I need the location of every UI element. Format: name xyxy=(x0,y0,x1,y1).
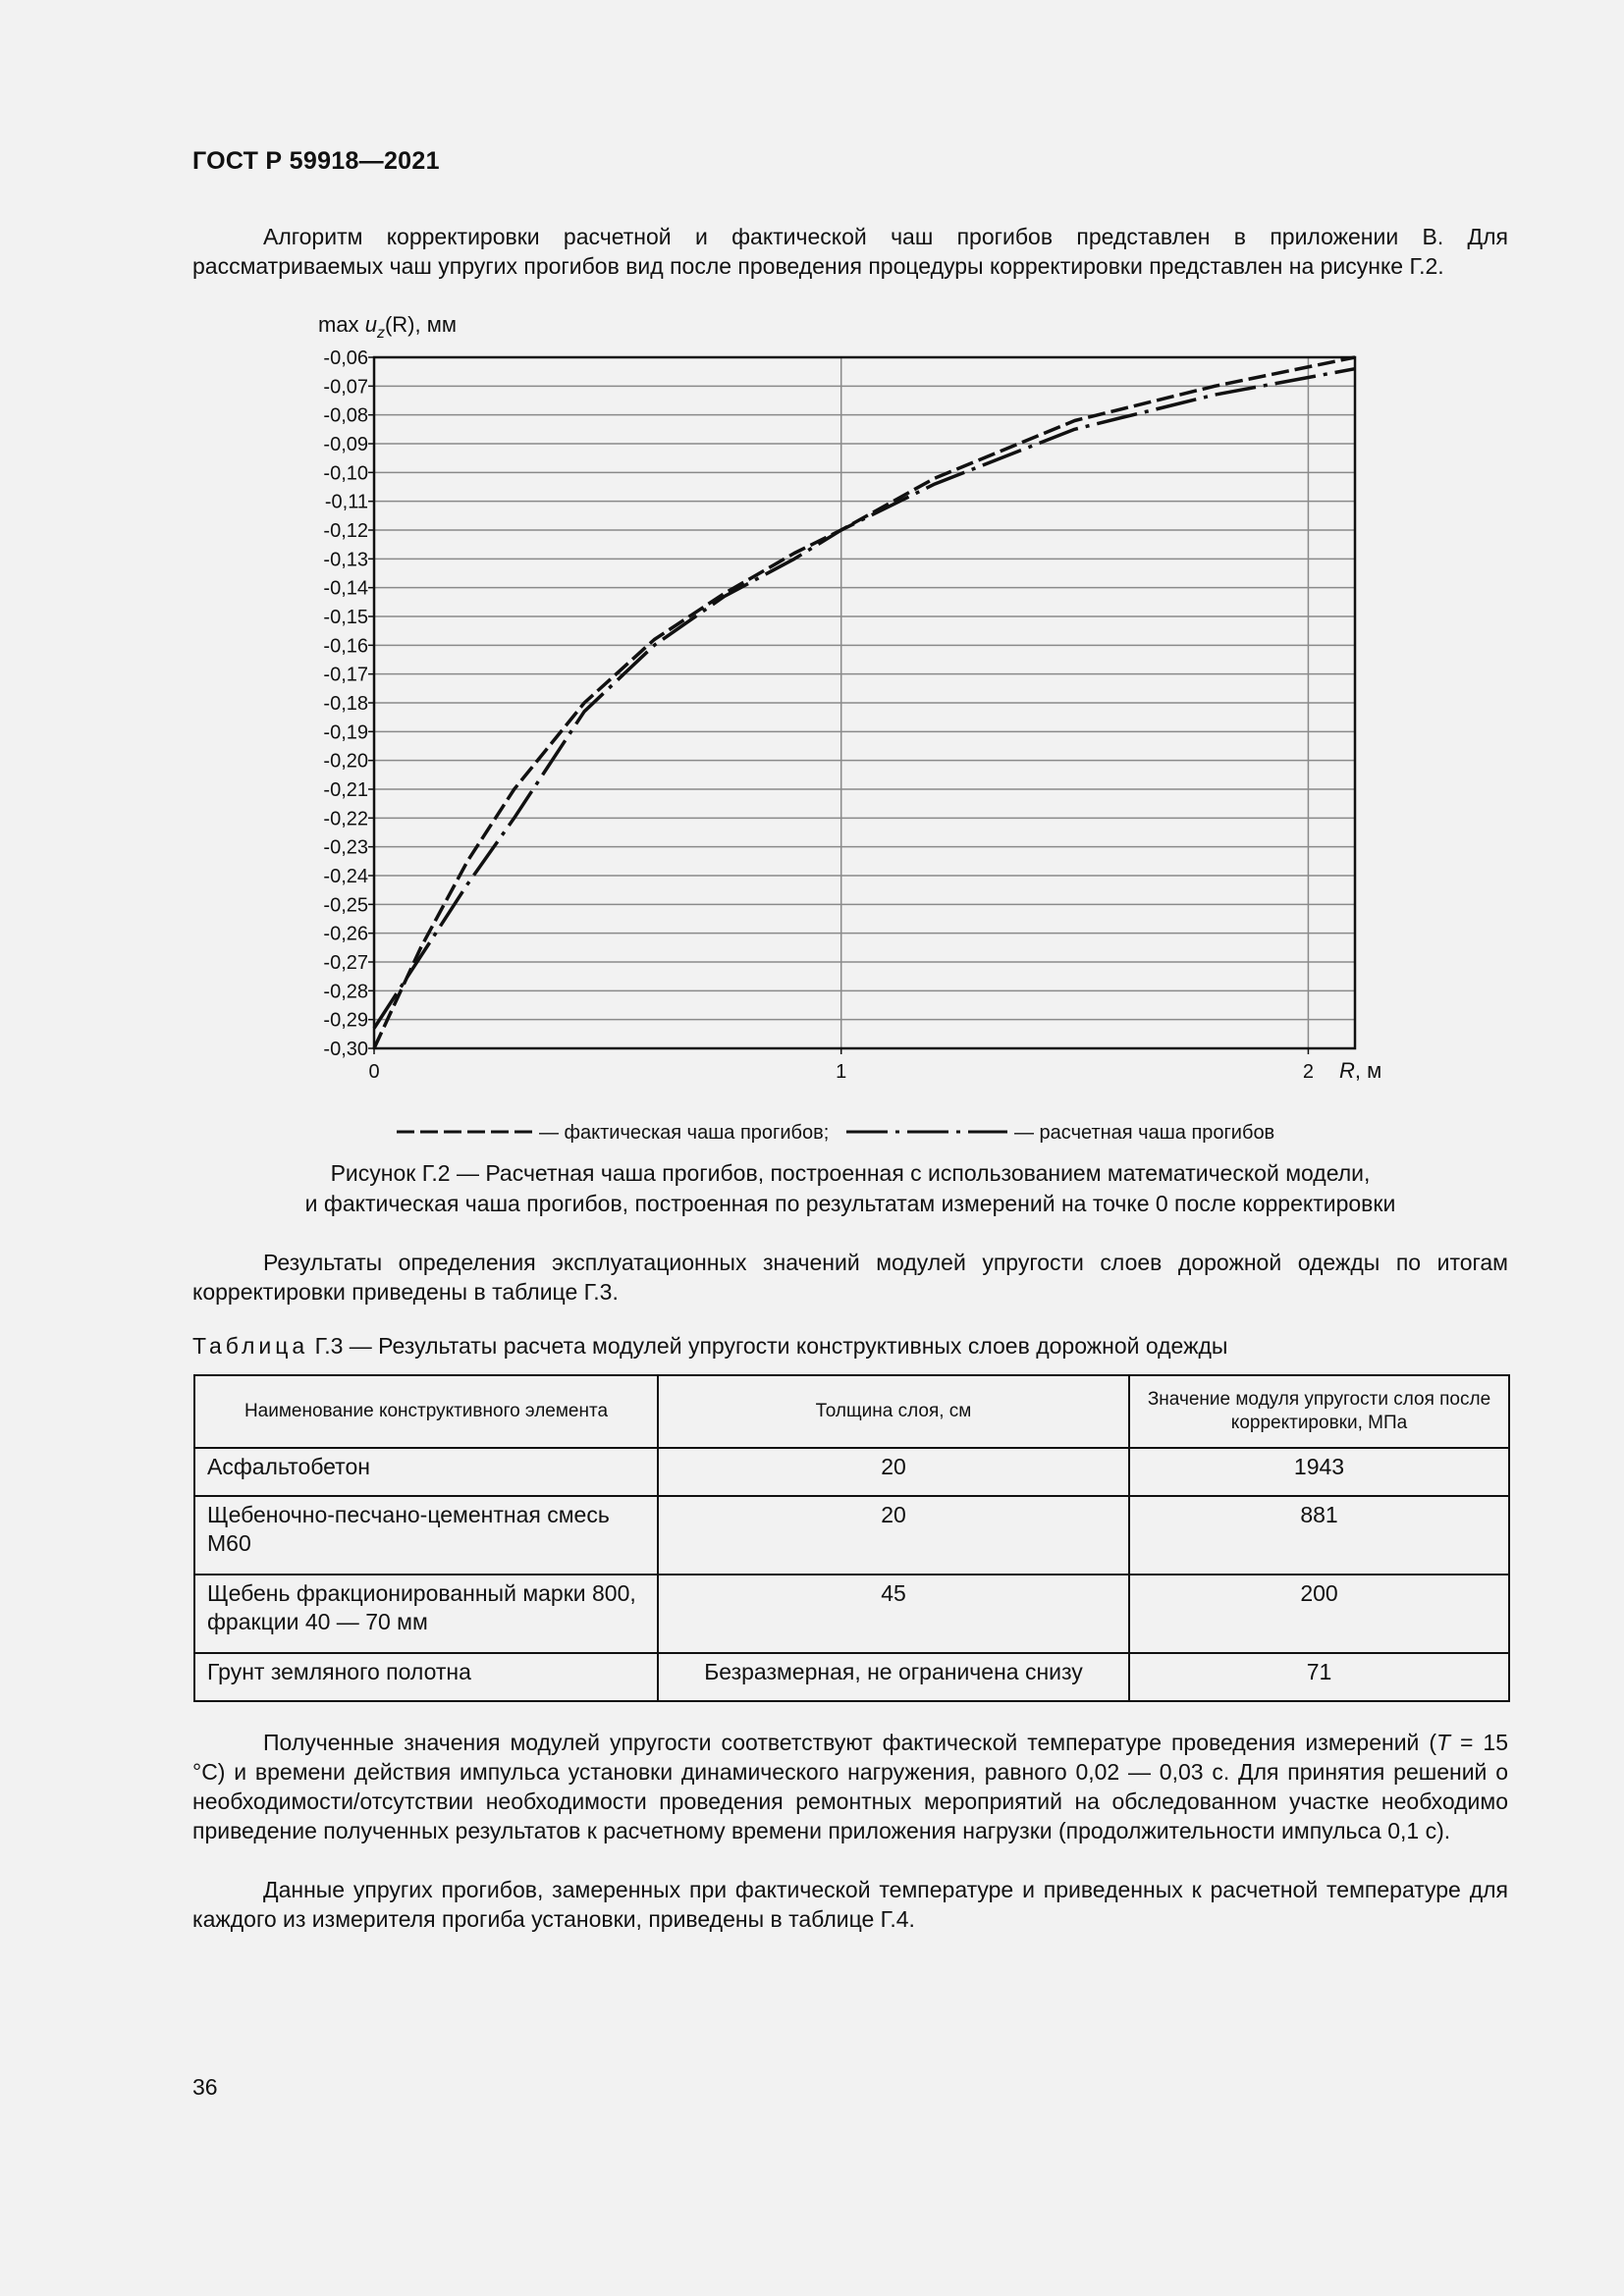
y-axis-label-prefix: max xyxy=(318,312,365,337)
legend-label-calculated: — расчетная чаша прогибов xyxy=(1014,1122,1275,1144)
table-row xyxy=(194,1575,1509,1653)
conclusion-paragraph xyxy=(192,1728,1508,1845)
cell-thickness: Безразмерная, не ограничена снизу xyxy=(658,1653,1129,1701)
y-tick-label: -0,29 xyxy=(323,1009,368,1032)
header-modulus: Значение модуля упругости слоя после корректировки, МПа xyxy=(1129,1375,1509,1448)
y-tick-label: -0,27 xyxy=(323,952,368,974)
y-tick-label: -0,11 xyxy=(324,491,368,513)
page-number: 36 xyxy=(192,2074,218,2100)
plot-frame xyxy=(374,357,1355,1048)
cell-thickness: 45 xyxy=(658,1575,1129,1653)
y-axis-label xyxy=(318,312,457,342)
table-title-word: Таблица xyxy=(192,1333,309,1359)
cell-modulus: 1943 xyxy=(1129,1448,1509,1496)
x-tick-label: 0 xyxy=(368,1061,380,1083)
y-axis-label-suffix: (R), мм xyxy=(384,312,457,337)
y-tick-label: -0,28 xyxy=(323,981,368,1003)
y-axis-label-var: u xyxy=(364,312,377,337)
y-tick-label: -0,24 xyxy=(323,866,368,887)
y-tick-label: -0,22 xyxy=(323,808,368,830)
cell-element: Щебеночно-песчано-цементная смесь М60 xyxy=(194,1496,658,1575)
series-actual-line xyxy=(374,357,1355,1048)
y-tick-label: -0,18 xyxy=(323,693,368,715)
y-tick-label: -0,16 xyxy=(323,635,368,658)
chart-legend xyxy=(397,1122,1274,1144)
legend-label-actual: — фактическая чаша прогибов; xyxy=(539,1122,830,1144)
conclusion-part-1: Полученные значения модулей упругости соответствуют фактической температуре проведения измерений ( xyxy=(263,1730,1437,1755)
temperature-var: T xyxy=(1436,1730,1451,1755)
chart-ticks xyxy=(323,347,1314,1083)
cell-modulus: 881 xyxy=(1129,1496,1509,1575)
y-tick-label: -0,07 xyxy=(323,376,368,399)
y-tick-label: -0,14 xyxy=(323,577,368,600)
table-row xyxy=(194,1448,1509,1496)
header-thickness: Толщина слоя, см xyxy=(658,1375,1129,1448)
cell-element: Асфальтобетон xyxy=(194,1448,658,1496)
x-tick-label: 1 xyxy=(836,1061,847,1083)
y-tick-label: -0,06 xyxy=(323,347,368,369)
y-tick-label: -0,26 xyxy=(323,923,368,945)
table-title xyxy=(192,1333,1227,1360)
cell-thickness: 20 xyxy=(658,1496,1129,1575)
final-paragraph: Данные упругих прогибов, замеренных при фактической температуре и приведенных к расчетной температуре для каждого из измерителя прогиба установки, приведены в таблице Г.4. xyxy=(192,1877,1508,1932)
figure-caption-line-1: Рисунок Г.2 — Расчетная чаша прогибов, построенная с использованием математической модели, xyxy=(330,1160,1371,1186)
document-header: ГОСТ Р 59918—2021 xyxy=(192,147,440,175)
chart-grid xyxy=(374,357,1355,1048)
y-tick-label: -0,08 xyxy=(323,404,368,427)
y-tick-label: -0,12 xyxy=(323,520,368,542)
table-title-rest: Г.3 — Результаты расчета модулей упругости конструктивных слоев дорожной одежды xyxy=(308,1333,1228,1359)
y-tick-label: -0,23 xyxy=(323,836,368,859)
y-tick-label: -0,09 xyxy=(323,434,368,455)
cell-modulus: 71 xyxy=(1129,1653,1509,1701)
y-tick-label: -0,19 xyxy=(323,721,368,744)
results-paragraph: Результаты определения эксплуатационных значений модулей упругости слоев дорожной одежды по итогам корректировки приведены в таблице Г.3. xyxy=(192,1250,1508,1305)
y-tick-label: -0,17 xyxy=(323,664,368,686)
cell-element: Грунт земляного полотна xyxy=(194,1653,658,1701)
y-tick-label: -0,21 xyxy=(323,779,368,801)
chart-series xyxy=(374,357,1355,1048)
x-tick-label: 2 xyxy=(1302,1061,1314,1083)
x-axis-label-unit: , м xyxy=(1354,1058,1382,1083)
figure-caption-line-2: и фактическая чаша прогибов, построенная по результатам измерений на точке 0 после корректировки xyxy=(304,1191,1396,1216)
y-tick-label: -0,10 xyxy=(323,462,368,485)
table-header-row xyxy=(194,1375,1509,1448)
header-element: Наименование конструктивного элемента xyxy=(194,1375,658,1448)
cell-thickness: 20 xyxy=(658,1448,1129,1496)
cell-element: Щебень фракционированный марки 800, фракции 40 — 70 мм xyxy=(194,1575,658,1653)
moduli-table xyxy=(193,1374,1510,1702)
y-tick-label: -0,25 xyxy=(323,894,368,917)
y-tick-label: -0,15 xyxy=(323,607,368,628)
y-tick-label: -0,30 xyxy=(323,1039,368,1060)
series-calculated-line xyxy=(374,369,1355,1029)
x-axis-label-var: R xyxy=(1339,1058,1355,1083)
figure-caption xyxy=(192,1158,1508,1219)
conclusion-part-2: = 15 °С) и времени действия импульса установки динамического нагружения, равного 0,02 — 0,03 с. Для принятия решений о необходимости/отсутствии необходимости проведения ремонтных мероприятий на обследованном участке необходимо приведение полученных результатов к расчетному времени приложения нагрузки (продолжительности импульса 0,1 с). xyxy=(192,1730,1508,1843)
y-axis-label-sub: z xyxy=(376,325,385,342)
x-axis-label xyxy=(1339,1058,1381,1083)
cell-modulus: 200 xyxy=(1129,1575,1509,1653)
table-row xyxy=(194,1496,1509,1575)
y-tick-label: -0,13 xyxy=(323,549,368,571)
table-row xyxy=(194,1653,1509,1701)
y-tick-label: -0,20 xyxy=(323,750,368,773)
intro-paragraph: Алгоритм корректировки расчетной и фактической чаш прогибов представлен в приложении В. Для рассматриваемых чаш упругих прогибов вид после проведения процедуры корректировки представлен на рисунке Г.2. xyxy=(192,224,1508,279)
